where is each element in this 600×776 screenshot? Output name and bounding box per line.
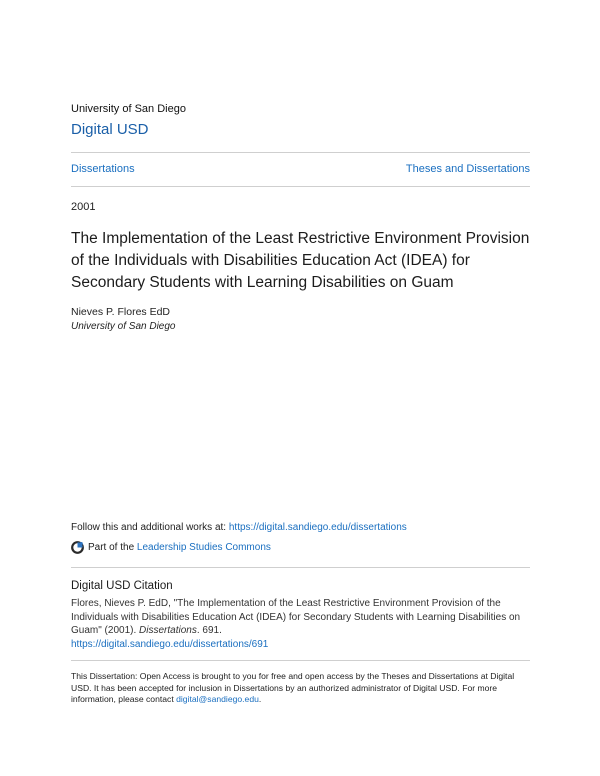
collection-url-link[interactable]: https://digital.sandiego.edu/dissertations xyxy=(228,522,407,533)
repository-link[interactable]: Digital USD xyxy=(71,121,149,138)
institution-name: University of San Diego xyxy=(71,103,186,115)
divider-nav xyxy=(71,186,530,187)
part-of-prefix: Part of the xyxy=(88,542,135,553)
divider-citation xyxy=(71,567,530,568)
notice-suffix: . xyxy=(258,694,262,705)
divider-notice xyxy=(71,660,530,661)
citation-number: . 691. xyxy=(196,625,222,636)
citation-heading: Digital USD Citation xyxy=(71,580,173,592)
author-name: Nieves P. Flores EdD xyxy=(71,306,171,318)
citation-body xyxy=(71,597,533,651)
open-access-notice xyxy=(71,671,533,706)
part-of-line xyxy=(71,541,271,554)
divider-top xyxy=(71,152,530,153)
citation-text: Flores, Nieves P. EdD, "The Implementation of the Least Restrictive Environment Provision of the Individuals with Disabilities Education Act (IDEA) for Secondary Students with Learning Disabilities on Guam" (2001). xyxy=(71,598,521,636)
notice-text: This Dissertation: Open Access is brought to you for free and open access by the Theses and Dissertations at Digital USD. It has been accepted for inclusion in Dissertations by an authorized administrator of Digital USD. For more information, please contact xyxy=(71,671,515,705)
dissertations-link[interactable]: Dissertations xyxy=(71,163,135,175)
network-commons-icon xyxy=(71,541,84,554)
document-title: The Implementation of the Least Restrictive Environment Provision of the Individuals with Disabilities Education Act (IDEA) for Secondary Students with Learning Disabilities on Guam xyxy=(71,230,530,291)
leadership-studies-commons-link[interactable]: Leadership Studies Commons xyxy=(136,542,271,553)
follow-prefix: Follow this and additional works at: xyxy=(71,522,229,533)
author-affiliation: University of San Diego xyxy=(71,321,176,332)
citation-series: Dissertations xyxy=(139,625,197,636)
citation-url-link[interactable]: https://digital.sandiego.edu/dissertations/691 xyxy=(71,638,269,650)
theses-and-dissertations-link[interactable]: Theses and Dissertations xyxy=(405,163,530,175)
contact-email-link[interactable]: digital@sandiego.edu xyxy=(176,694,259,705)
publication-year: 2001 xyxy=(71,201,96,213)
follow-line xyxy=(71,522,407,533)
